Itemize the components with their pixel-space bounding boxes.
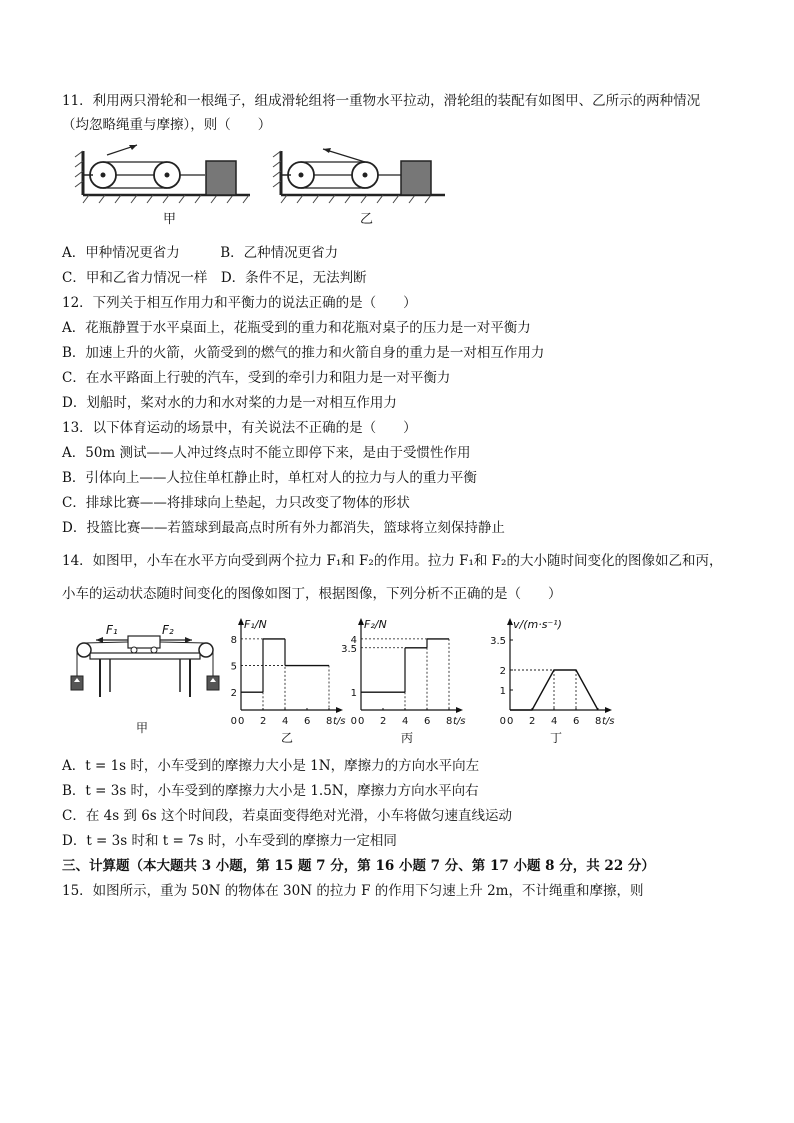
chart-caption: 乙 (281, 731, 294, 745)
q12-option-d: D．划船时，桨对水的力和水对桨的力是一对相互作用力 (62, 395, 397, 411)
y-tick-label: 1 (350, 688, 357, 700)
q11-caption-jia: 甲 (163, 212, 177, 227)
q14-fig-ding (488, 606, 628, 746)
x-tick-label: 2 (380, 716, 387, 727)
y-tick-label: 2 (499, 666, 506, 677)
q14-caption-jia: 甲 (136, 721, 149, 735)
q12-option-a: A．花瓶静置于水平桌面上，花瓶受到的重力和花瓶对桌子的压力是一对平衡力 (62, 320, 531, 336)
q13-option-b: B．引体向上——人拉住单杠静止时，单杠对人的拉力与人的重力平衡 (62, 470, 477, 486)
q14-fig-jia (70, 612, 220, 742)
y-tick-label: 2 (230, 688, 237, 700)
x-axis-label: t/s (333, 716, 346, 727)
x-axis-label: t/s (602, 716, 615, 727)
q13-option-a: A．50m 测试——人冲过终点时不能立即停下来，是由于受惯性作用 (62, 445, 471, 461)
y-axis-label: F₂/N (364, 618, 387, 631)
x-tick-label: 0 (358, 716, 365, 727)
origin-label: 0 (350, 716, 357, 727)
q14-option-b: B．t = 3s 时，小车受到的摩擦力大小是 1.5N，摩擦力方向水平向右 (62, 783, 479, 799)
x-tick-label: 2 (529, 716, 536, 727)
chart-velocity-svg (488, 606, 628, 746)
q11-pulley-figures (75, 143, 455, 238)
y-tick-label: 4 (350, 634, 357, 646)
x-axis-arrow (336, 707, 343, 713)
pulley-setup-yi (273, 148, 445, 203)
y-tick-label: 5 (230, 661, 237, 673)
origin-label: 0 (230, 716, 237, 727)
q14-fig-bing (341, 606, 475, 746)
q14-option-a: A．t = 1s 时，小车受到的摩擦力大小是 1N，摩擦力的方向水平向左 (62, 758, 480, 774)
f1-label: F₁ (106, 623, 118, 637)
q11-pulley-svg (75, 143, 455, 238)
x-tick-label: 0 (238, 716, 245, 727)
y-axis-label: v/(m·s⁻¹) (513, 618, 562, 631)
section3-title: 三、计算题（本大题共 3 小题，第 15 题 7 分，第 16 小题 7 分、第 17 小题 8 分，共 22 分） (62, 858, 655, 874)
x-tick-label: 8 (595, 716, 602, 727)
x-tick-label: 8 (446, 716, 453, 727)
x-tick-label: 6 (304, 716, 311, 727)
q11-stem-line1: 11．利用两只滑轮和一根绳子，组成滑轮组将一重物水平拉动，滑轮组的装配有如图甲、乙所示的两种情况 (62, 93, 701, 109)
q11-caption-yi: 乙 (360, 212, 374, 227)
q14-option-c: C．在 4s 到 6s 这个时间段，若桌面变得绝对光滑，小车将做匀速直线运动 (62, 808, 513, 824)
cart-table-svg (70, 612, 220, 742)
q13-option-c: C．排球比赛——将排球向上垫起，力只改变了物体的形状 (62, 495, 410, 511)
y-tick-label: 1 (499, 686, 506, 697)
pulley-setup-jia (75, 145, 250, 203)
q14-fig-yi (225, 606, 355, 746)
x-tick-label: 8 (326, 716, 333, 727)
x-tick-label: 4 (402, 716, 409, 727)
q15-stem: 15．如图所示，重为 50N 的物体在 30N 的拉力 F 的作用下匀速上升 2m，不计绳重和摩擦，则 (62, 883, 644, 899)
x-tick-label: 6 (424, 716, 431, 727)
f2-label: F₂ (162, 623, 174, 637)
q13-option-d: D．投篮比赛——若篮球到最高点时所有外力都消失，篮球将立刻保持静止 (62, 520, 505, 536)
x-tick-label: 4 (282, 716, 289, 727)
chart-f1-svg (225, 606, 355, 746)
q14-option-d: D．t = 3s 时和 t = 7s 时，小车受到的摩擦力一定相同 (62, 833, 397, 849)
y-axis-label: F₁/N (244, 618, 267, 631)
x-axis-arrow (456, 707, 463, 713)
q14-stem-line2: 小车的运动状态随时间变化的图像如图丁，根据图像，下列分析不正确的是（ ） (62, 586, 562, 602)
q14-stem-line1: 14．如图甲，小车在水平方向受到两个拉力 F₁和 F₂的作用。拉力 F₁和 F₂的大小随时间变化的图像如乙和丙， (62, 553, 723, 569)
x-tick-label: 6 (573, 716, 580, 727)
x-axis-arrow (605, 707, 612, 713)
x-tick-label: 2 (260, 716, 267, 727)
y-tick-label: 8 (230, 634, 237, 646)
q11-options-ab: A．甲种情况更省力 B．乙种情况更省力 (62, 245, 339, 261)
x-axis-label: t/s (453, 716, 466, 727)
chart-caption: 丁 (550, 731, 563, 745)
y-tick-label: 3.5 (341, 643, 357, 655)
chart-caption: 丙 (401, 731, 414, 745)
q13-stem: 13．以下体育运动的场景中，有关说法不正确的是（ ） (62, 420, 417, 436)
origin-label: 0 (499, 716, 506, 727)
q12-option-b: B．加速上升的火箭，火箭受到的燃气的推力和火箭自身的重力是一对相互作用力 (62, 345, 545, 361)
x-tick-label: 4 (551, 716, 558, 727)
x-tick-label: 0 (507, 716, 514, 727)
q11-options-cd: C．甲和乙省力情况一样 D．条件不足，无法判断 (62, 270, 367, 286)
y-tick-label: 3.5 (490, 636, 506, 647)
chart-f2-svg (341, 606, 475, 746)
q12-option-c: C．在水平路面上行驶的汽车，受到的牵引力和阻力是一对平衡力 (62, 370, 451, 386)
q11-stem-line2: （均忽略绳重与摩擦），则（ ） (62, 117, 272, 133)
q12-stem: 12．下列关于相互作用力和平衡力的说法正确的是（ ） (62, 295, 417, 311)
